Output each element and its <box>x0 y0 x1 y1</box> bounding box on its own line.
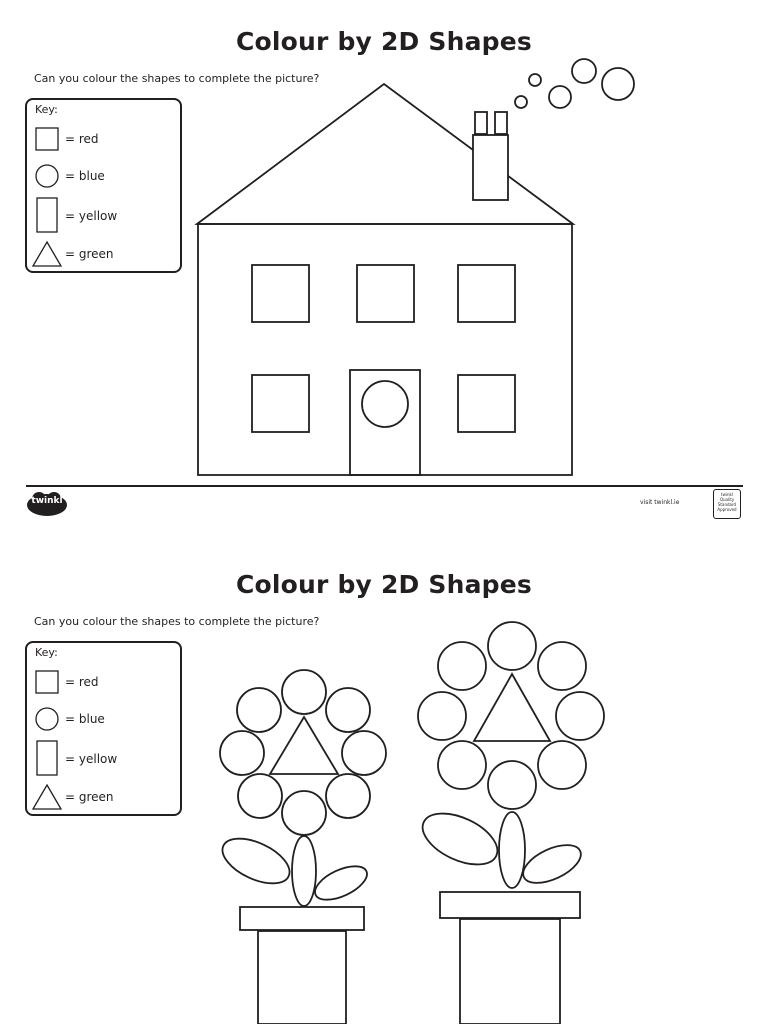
key-text-green: = green <box>65 790 114 804</box>
window-square <box>458 375 515 432</box>
smoke-circle <box>572 59 596 83</box>
leaf-ellipse <box>216 829 296 892</box>
page-title: Colour by 2D Shapes <box>235 27 533 56</box>
flowers-picture <box>0 543 768 1024</box>
petal-circle <box>326 688 370 732</box>
chimney-pot-right <box>495 112 507 134</box>
petal-circle <box>538 642 586 690</box>
key-text-green: = green <box>65 247 114 261</box>
instruction-text: Can you colour the shapes to complete the picture? <box>34 72 320 85</box>
petal-circle <box>220 731 264 775</box>
smoke-circle <box>602 68 634 100</box>
key-text-red: = red <box>65 132 99 146</box>
key-text-blue: = blue <box>65 712 105 726</box>
pot-rectangle <box>258 931 346 1024</box>
pot-rim-rectangle <box>240 907 364 930</box>
chimney-pot-left <box>475 112 487 134</box>
chimney-rectangle <box>473 135 508 200</box>
window-square <box>252 265 309 322</box>
petal-circle <box>538 741 586 789</box>
leaf-ellipse <box>415 803 505 875</box>
quality-badge <box>713 489 741 519</box>
instruction-text: Can you colour the shapes to complete the picture? <box>34 615 320 628</box>
door-circle <box>362 381 408 427</box>
leaf-ellipse <box>310 859 372 906</box>
key-text-red: = red <box>65 675 99 689</box>
key-label: Key: <box>35 103 58 116</box>
pot-rim-rectangle <box>440 892 580 918</box>
worksheet-page-2 <box>0 543 768 1024</box>
visit-link[interactable]: visit twinkl.ie <box>640 499 680 506</box>
window-square <box>458 265 515 322</box>
petal-circle <box>237 688 281 732</box>
smoke-circle <box>549 86 571 108</box>
key-text-yellow: = yellow <box>65 209 118 223</box>
stem-rectangle <box>499 812 525 888</box>
flower-centre-triangle <box>474 674 550 741</box>
petal-circle <box>556 692 604 740</box>
petal-circle <box>418 692 466 740</box>
stem-rectangle <box>292 836 316 906</box>
petal-circle <box>238 774 282 818</box>
house-body-rectangle <box>198 224 572 475</box>
page-title: Colour by 2D Shapes <box>235 570 533 599</box>
window-square <box>357 265 414 322</box>
petal-circle <box>342 731 386 775</box>
petal-circle <box>282 791 326 835</box>
key-text-yellow: = yellow <box>65 752 118 766</box>
key-label: Key: <box>35 646 58 659</box>
petal-circle <box>438 741 486 789</box>
leaf-ellipse <box>518 837 587 890</box>
window-square <box>252 375 309 432</box>
petal-circle <box>438 642 486 690</box>
pot-rectangle <box>460 919 560 1024</box>
smoke-circle <box>529 74 541 86</box>
smoke-circle <box>515 96 527 108</box>
key-text-blue: = blue <box>65 169 105 183</box>
logo-text: twinkl <box>31 496 63 506</box>
footer-divider <box>26 485 743 487</box>
twinkl-logo <box>26 491 68 517</box>
petal-circle <box>326 774 370 818</box>
flower-centre-triangle <box>270 717 338 774</box>
petal-circle <box>488 761 536 809</box>
petal-circle <box>488 622 536 670</box>
petal-circle <box>282 670 326 714</box>
badge-text: twinkl Quality Standard Approved <box>717 492 737 512</box>
door-rectangle <box>350 370 420 475</box>
